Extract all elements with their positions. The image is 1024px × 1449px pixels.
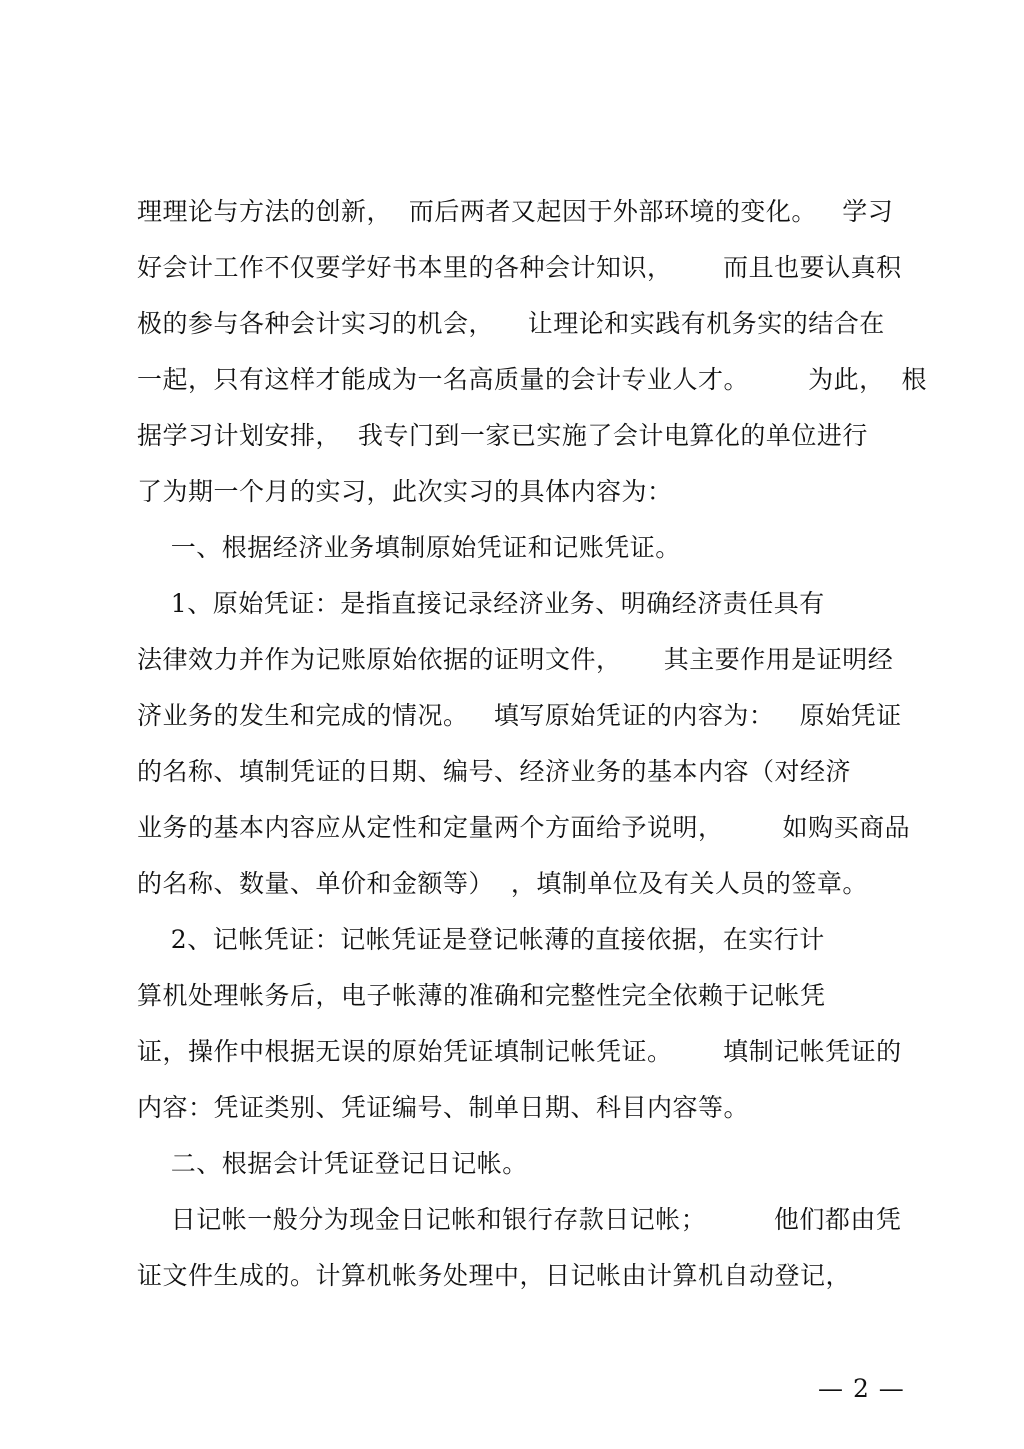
body-text-line: 证文件生成的。计算机帐务处理中，日记帐由计算机自动登记，: [137, 1261, 852, 1290]
body-text-line: 的名称、填制凭证的日期、编号、经济业务的基本内容（对经济: [137, 757, 852, 786]
body-text-line: 的名称、数量、单价和金额等） ，填制单位及有关人员的签章。: [137, 869, 868, 898]
body-text-line: 济业务的发生和完成的情况。 填写原始凭证的内容为： 原始凭证: [137, 701, 902, 730]
page-number: — 2 —: [818, 1374, 905, 1403]
body-text-line: 了为期一个月的实习，此次实习的具体内容为：: [137, 477, 673, 506]
body-text-line: 据学习计划安排， 我专门到一家已实施了会计电算化的单位进行: [137, 421, 868, 450]
body-text-line: 1、原始凭证：是指直接记录经济业务、明确经济责任具有: [137, 589, 825, 618]
body-text-line: 好会计工作不仅要学好书本里的各种会计知识， 而且也要认真积: [137, 253, 902, 282]
body-text-line: 极的参与各种会计实习的机会， 让理论和实践有机务实的结合在: [137, 309, 885, 338]
body-text-line: 算机处理帐务后，电子帐薄的准确和完整性完全依赖于记帐凭: [137, 981, 826, 1010]
body-text-line: 证，操作中根据无误的原始凭证填制记帐凭证。 填制记帐凭证的: [137, 1037, 902, 1066]
body-text-line: 内容：凭证类别、凭证编号、制单日期、科目内容等。: [137, 1093, 750, 1122]
body-text-line: 法律效力并作为记账原始依据的证明文件， 其主要作用是证明经: [137, 645, 894, 674]
body-text-line: 一起，只有这样才能成为一名高质量的会计专业人才。 为此， 根: [137, 365, 928, 394]
section-heading: 二、根据会计凭证登记日记帐。: [137, 1149, 528, 1178]
body-text-line: 理理论与方法的创新， 而后两者又起因于外部环境的变化。 学习: [137, 197, 894, 226]
body-text-line: 业务的基本内容应从定性和定量两个方面给予说明， 如购买商品: [137, 813, 911, 842]
body-text-line: 日记帐一般分为现金日记帐和银行存款日记帐； 他们都由凭: [137, 1205, 902, 1234]
body-text-line: 2、记帐凭证：记帐凭证是登记帐薄的直接依据，在实行计: [137, 925, 825, 954]
section-heading: 一、根据经济业务填制原始凭证和记账凭证。: [137, 533, 681, 562]
